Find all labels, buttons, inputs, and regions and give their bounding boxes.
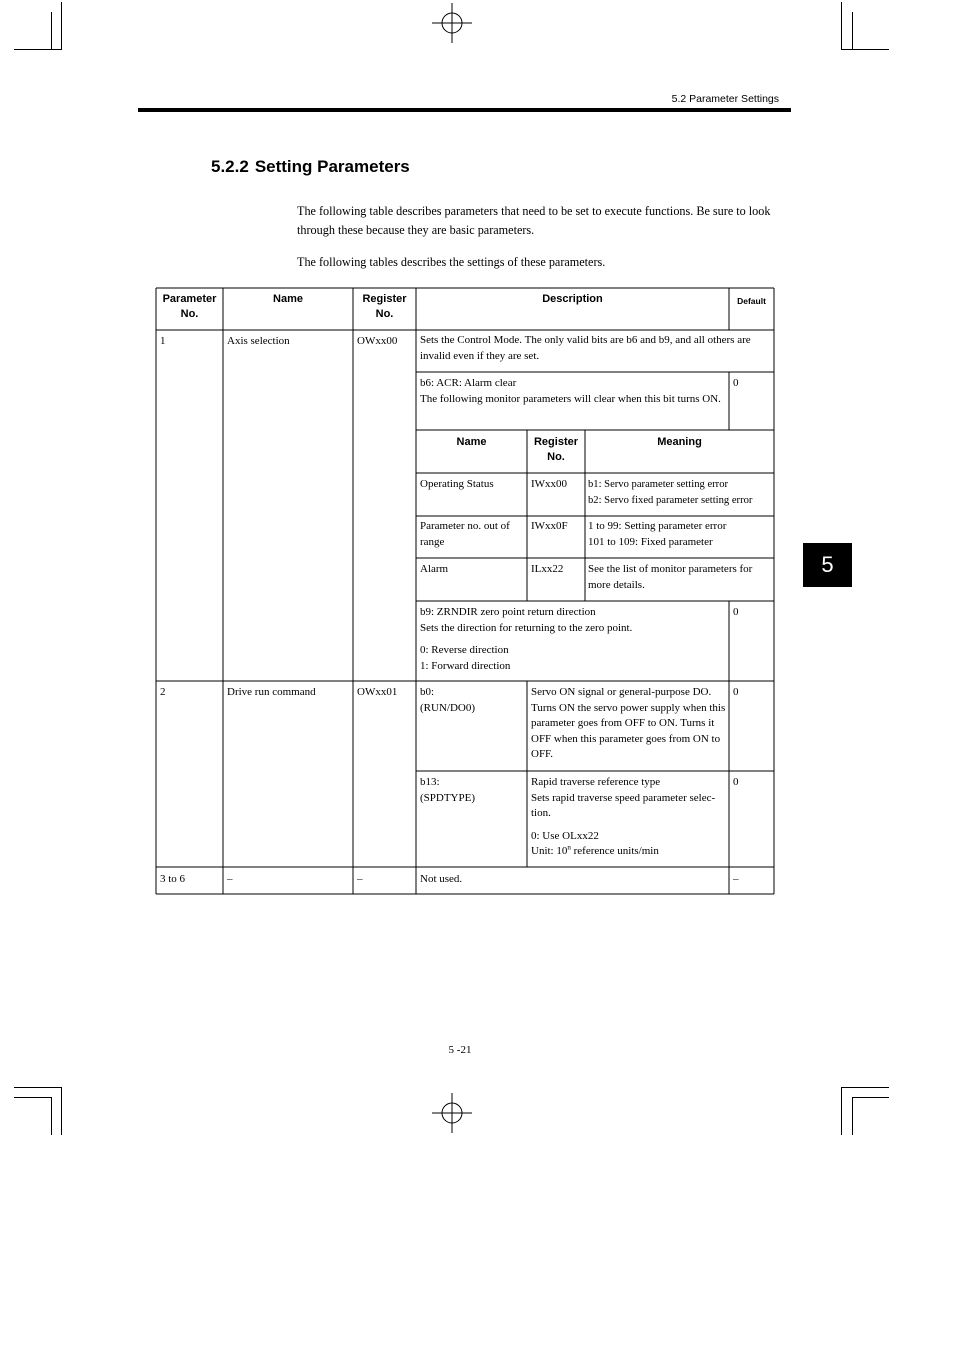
- b9-option-1: 1: Forward direction: [420, 659, 511, 672]
- b13-unit-exp: n: [567, 843, 571, 852]
- b0-default: 0: [733, 686, 739, 698]
- row1-param-no: 1: [160, 335, 166, 347]
- section-number: 5.2.2: [211, 157, 249, 176]
- b13-description: [531, 775, 726, 860]
- subtable-header-register-no: Register No.: [533, 436, 579, 463]
- row3-param-no: 3 to 6: [160, 873, 186, 885]
- sub-row2-name: Parameter no. out of range: [420, 520, 510, 548]
- subtable-header-name: Name: [456, 436, 487, 448]
- section-heading: Setting Parameters: [254, 157, 410, 176]
- chapter-tab: 5: [803, 543, 852, 587]
- row3-description: Not used.: [420, 873, 463, 885]
- b9-option-0: 0: Reverse direction: [420, 644, 509, 656]
- header-name: Name: [273, 293, 303, 305]
- sub-row3-name: Alarm: [420, 563, 449, 575]
- sub-row2-meaning: [588, 519, 772, 550]
- sub-row3-register: ILxx22: [531, 563, 564, 575]
- b6-title: b6: ACR: Alarm clear: [420, 377, 517, 389]
- row1-intro: Sets the Control Mode. The only valid bits are b6 and b9, and all others are invalid even if they are set.: [420, 334, 751, 362]
- b0-block: [420, 685, 525, 716]
- b13-desc-1: Rapid traverse reference type: [531, 776, 661, 788]
- b13-unit-prefix: Unit: 10: [531, 845, 568, 857]
- b9-title: b9: ZRNDIR zero point return direction: [420, 606, 596, 618]
- row3-register-no: –: [357, 873, 363, 885]
- b9-default: 0: [733, 606, 739, 618]
- sub-row3-meaning: See the list of monitor parameters for more details.: [588, 563, 753, 591]
- b9-text: Sets the direction for returning to the zero point.: [420, 621, 633, 634]
- row1-register-no: OWxx00: [357, 335, 398, 347]
- sub-row1-meaning-1: b1: Servo parameter setting error: [588, 479, 729, 490]
- b0-bit: b0:: [420, 686, 435, 698]
- b13-default: 0: [733, 776, 739, 788]
- b9-block: [420, 605, 726, 674]
- sub-row1-register: IWxx00: [531, 478, 568, 490]
- sub-row1-meaning-2: b2: Servo fixed parameter setting error: [588, 494, 753, 506]
- intro-paragraph-1: The following table describes parameters that need to be set to execute functions. Be sure to look through these because they are basic parameters.: [297, 204, 771, 237]
- b13-unit-suffix: reference units/min: [570, 845, 659, 857]
- sub-row1-meaning: [588, 477, 774, 508]
- b13-desc-2: Sets rapid traverse speed parameter selec-tion.: [531, 791, 716, 819]
- sub-row2-meaning-1: 1 to 99: Setting parameter error: [588, 520, 727, 532]
- header-description: Description: [542, 293, 603, 305]
- row2-name: Drive run command: [227, 686, 316, 698]
- row1-name: Axis selection: [227, 335, 290, 347]
- sub-row1-name: Operating Status: [420, 478, 494, 490]
- b13-block: [420, 775, 525, 806]
- row2-register-no: OWxx01: [357, 686, 398, 698]
- b13-bit: b13:: [420, 776, 440, 788]
- header-default: Default: [737, 296, 766, 306]
- sub-row2-meaning-2: 101 to 109: Fixed parameter: [588, 535, 713, 548]
- subtable-header-meaning: Meaning: [657, 436, 702, 448]
- b13-option-0: 0: Use OLxx22: [531, 829, 599, 842]
- b6-default: 0: [733, 377, 739, 389]
- b0-code: (RUN/DO0): [420, 701, 475, 714]
- header-param-no: Parameter No.: [162, 293, 217, 320]
- header-register-no: Register No.: [362, 293, 407, 320]
- intro-paragraph-2: The following tables describes the settings of these parameters.: [297, 255, 606, 269]
- b6-text: The following monitor parameters will clear when this bit turns ON.: [420, 392, 721, 405]
- page-number: 5 -21: [448, 1044, 472, 1056]
- running-header: 5.2 Parameter Settings: [671, 93, 779, 105]
- b13-code: (SPDTYPE): [420, 791, 476, 804]
- b13-unit: [531, 844, 726, 860]
- b0-description: Servo ON signal or general-purpose DO. Turns ON the servo power supply when this parameter goes from OFF to ON. Turns it OFF when this parameter goes from ON to OFF.: [531, 686, 726, 760]
- b6-block: [420, 376, 726, 407]
- sub-row2-register: IWxx0F: [531, 520, 568, 532]
- row3-name: –: [227, 873, 233, 885]
- row2-param-no: 2: [160, 686, 166, 698]
- row3-default: –: [733, 873, 739, 885]
